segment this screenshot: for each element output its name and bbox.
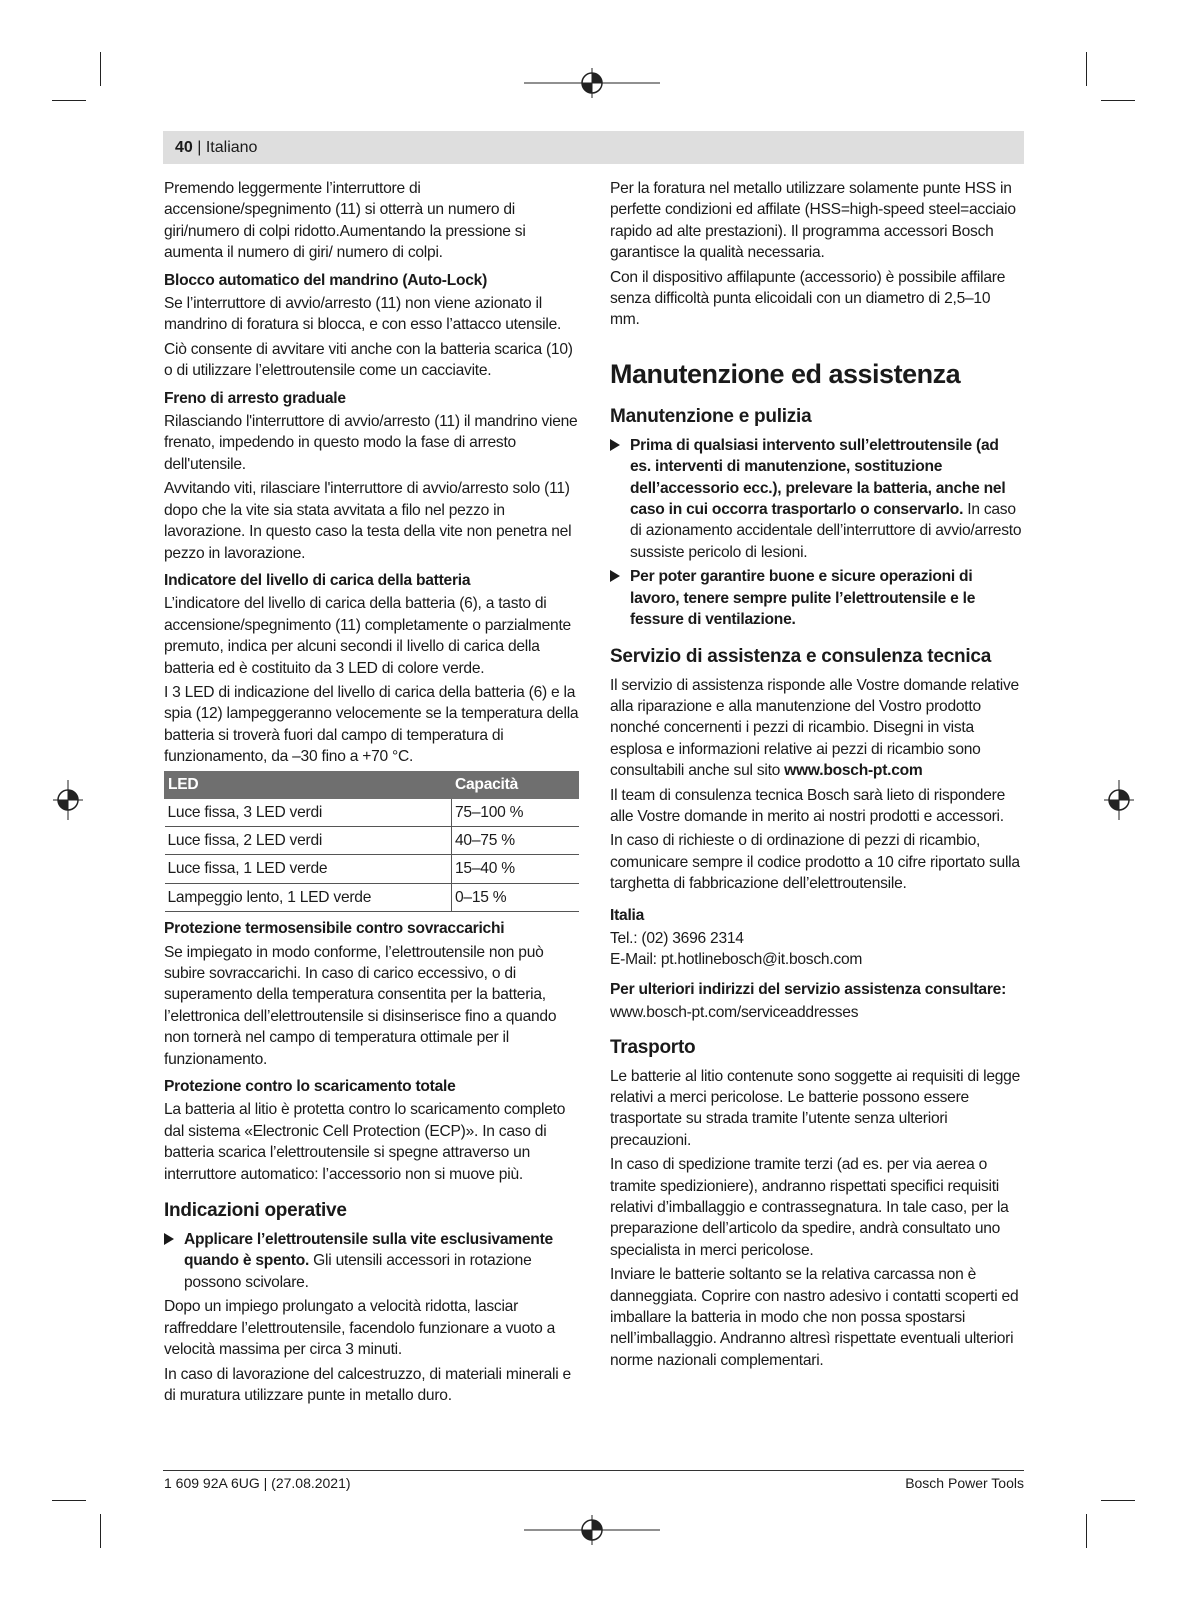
website-link[interactable]: www.bosch-pt.com (784, 762, 923, 780)
paragraph: Avvitando viti, rilasciare l'interruttore di avvio/arresto solo (11) dopo che la vite sia stata avvitata a filo nel pezzo in lavorazione. In questo caso la testa della vite non penetra nel pezzo in lavorazione. (164, 480, 572, 562)
bullet-text: In caso di azionamento accidentale dell’interruttore di avvio/arresto sussiste pericolo di lesioni. (630, 501, 1022, 561)
registration-mark-icon (524, 68, 660, 98)
crop-mark (52, 1500, 86, 1501)
paragraph: Dopo un impiego prolungato a velocità ridotta, lasciar raffreddare l’elettroutensile, facendolo funzionare a vuoto a velocità massima per circa 3 minuti. (164, 1298, 556, 1359)
table-cell: 75–100 % (452, 798, 579, 826)
table-row (165, 798, 579, 826)
paragraph: Rilasciando l'interruttore di avvio/arresto (11) il mandrino viene frenato, impedendo in questo modo la fase di arresto dell'utensile. (164, 413, 578, 473)
paragraph: Con il dispositivo affilapunte (accessorio) è possibile affilare senza difficoltà punta elicoidali con un diametro di 2,5–10 mm. (610, 268, 1006, 329)
paragraph: In caso di spedizione tramite terzi (ad es. per via aerea o tramite spedizioniere), andranno rispettati specifici requisiti relativi d’imballaggio e contrassegnatura. In tale caso, per la preparazione dell’articolo da spedire, andrà consultato uno specialista in merci pericolose. (610, 1156, 1009, 1259)
section-heading: Blocco automatico del mandrino (Auto-Lock) (164, 271, 488, 289)
section-title: Manutenzione e pulizia (610, 405, 812, 427)
section-title: Indicazioni operative (164, 1200, 347, 1222)
section-heading: Protezione termosensibile contro sovraccarichi (164, 920, 505, 938)
table-header-row (165, 771, 579, 798)
paragraph: Inviare le batterie soltanto se la relativa carcassa non è danneggiata. Coprire con nastro adesivo i contatti scoperti ed imballare la batteria in modo che non possa spostarsi nell’imballaggio. Andranno altresì rispettate eventuali ulteriori norme nazionali complementari. (610, 1266, 1019, 1369)
table-header-led: LED (165, 771, 452, 798)
table-cell: 0–15 % (452, 883, 579, 911)
email-address[interactable]: E-Mail: pt.hotlinebosch@it.bosch.com (610, 951, 863, 969)
registration-mark-icon (1104, 780, 1134, 820)
table-header-capacity: Capacità (452, 771, 579, 798)
crop-mark (1101, 1500, 1135, 1501)
paragraph: Ciò consente di avvitare viti anche con la batteria scarica (10) o di utilizzare l’elettroutensile come un cacciavite. (164, 340, 573, 380)
section-heading: Indicatore del livello di carica della batteria (164, 571, 471, 589)
paragraph: Per la foratura nel metallo utilizzare solamente punte HSS in perfette condizioni ed affilate (HSS=high-speed steel=acciaio rapido ad alte prestazioni). Il programma accessori Bosch garantisce la qualità necessaria. (610, 180, 1016, 262)
table-cell: 40–75 % (452, 826, 579, 854)
paragraph (610, 675, 1022, 782)
table-cell: 15–40 % (452, 855, 579, 883)
paragraph: Le batterie al litio contenute sono soggette ai requisiti di legge relativi a merci pericolose. Le batterie possono essere trasportate su strada tramite l’utente senza ulteriori precauzioni. (610, 1067, 1021, 1149)
bullet-item (164, 1229, 581, 1293)
led-capacity-table (164, 771, 579, 913)
header-separator: | (197, 139, 202, 156)
page-number: 40 (175, 139, 193, 156)
bullet-triangle-icon (610, 570, 620, 582)
paragraph: I 3 LED di indicazione del livello di carica della batteria (6) e la spia (12) lampeggeranno velocemente se la temperatura della batteria si troverà fuori dal campo di temperatura di funzionamento, da –30 fino a +70 °C. (164, 683, 579, 766)
paragraph: Premendo leggermente l’interruttore di accensione/spegnimento (11) si otterrà un numero di giri/numero di colpi ridotto.Aumentando la pressione si aumenta il numero di giri/ numero di colpi. (164, 180, 526, 262)
registration-mark-icon (53, 780, 83, 820)
section-heading: Protezione contro lo scaricamento totale (164, 1078, 456, 1096)
paragraph: In caso di richieste o di ordinazione di pezzi di ricambio, comunicare sempre il codice prodotto a 10 cifre riportato sulla targhetta di fabbricazione dell’elettroutensile. (610, 832, 1020, 893)
bullet-text: Gli utensili accessori in rotazione possono scivolare. (184, 1252, 532, 1291)
crop-mark (100, 1514, 101, 1548)
section-title: Trasporto (610, 1036, 696, 1058)
paragraph: Se l’interruttore di avvio/arresto (11) non viene azionato il mandrino di foratura si blocca, e con esso l’attacco utensile. (164, 295, 562, 334)
bullet-bold-text: Per poter garantire buone e sicure operazioni di lavoro, tenere sempre pulite l’elettroutensile e le fessure di ventilazione. (630, 568, 976, 629)
registration-mark-icon (524, 1515, 660, 1545)
table-row (165, 883, 579, 911)
paragraph: Il team di consulenza tecnica Bosch sarà lieto di rispondere alle Vostre domande in merito ai nostri prodotti e accessori. (610, 786, 1005, 825)
paragraph: In caso di lavorazione del calcestruzzo, di materiali minerali e di muratura utilizzare punte in metallo duro. (164, 1365, 571, 1404)
footer-divider (163, 1470, 1024, 1471)
bullet-triangle-icon (610, 439, 620, 451)
phone-number: Tel.: (02) 3696 2314 (610, 929, 744, 947)
bullet-bold-text: Prima di qualsiasi intervento sull’elettroutensile (ad es. interventi di manutenzione, sostituzione dell’accessorio ecc.), prelevare la batteria, anche nel caso in cui occorra trasportarlo o conservarlo. (630, 436, 1006, 519)
left-column (164, 178, 581, 1409)
chapter-title: Manutenzione ed assistenza (610, 358, 961, 389)
crop-mark (1086, 52, 1087, 86)
paragraph: La batteria al litio è protetta contro lo scaricamento completo dal sistema «Electronic Cell Protection (ECP)». In caso di batteria scarica l’elettroutensile si spegne attraverso un interruttore automatico: l’accessorio non si muove più. (164, 1101, 566, 1183)
bullet-bold-text: Applicare l’elettroutensile sulla vite esclusivamente quando è spento. (184, 1231, 553, 1270)
crop-mark (1101, 100, 1135, 101)
table-cell: Luce fissa, 2 LED verdi (165, 826, 452, 854)
page-header (175, 139, 257, 157)
table-row (165, 826, 579, 854)
section-heading: Freno di arresto graduale (164, 389, 346, 407)
table-cell: Luce fissa, 3 LED verdi (165, 798, 452, 826)
bullet-item (610, 566, 1022, 630)
crop-mark (100, 52, 101, 86)
service-url[interactable]: www.bosch-pt.com/serviceaddresses (610, 1004, 859, 1022)
bullet-triangle-icon (164, 1233, 174, 1245)
section-heading: Per ulteriori indirizzi del servizio assistenza consultare: (610, 980, 1007, 998)
paragraph-text: Il servizio di assistenza risponde alle Vostre domande relative alla riparazione e alla manutenzione del Vostro prodotto nonché concernenti i pezzi di ricambio. Disegni in vista esplosa e informazioni relative ai pezzi di ricambio sono consultabili anche sul sito (610, 676, 1019, 780)
crop-mark (52, 100, 86, 101)
paragraph: Se impiegato in modo conforme, l’elettroutensile non può subire sovraccarichi. In caso di carico eccessivo, o di superamento della temperatura consentita per la batteria, l’elettronica dell’elettroutensile si disinserisce fino a quando non tornerà nel campo di temperatura ottimale per il funzionamento. (164, 943, 557, 1068)
bullet-item (610, 435, 1022, 563)
right-column (610, 178, 1022, 1374)
page-header-bar (163, 131, 1024, 164)
header-language: Italiano (205, 139, 258, 156)
table-cell: Luce fissa, 1 LED verde (165, 855, 452, 883)
footer-document-id: 1 609 92A 6UG | (27.08.2021) (164, 1475, 351, 1491)
crop-mark (1086, 1514, 1087, 1548)
country-heading: Italia (610, 906, 645, 924)
section-title: Servizio di assistenza e consulenza tecnica (610, 645, 992, 667)
table-cell: Lampeggio lento, 1 LED verde (165, 883, 452, 911)
footer-brand: Bosch Power Tools (905, 1475, 1024, 1491)
paragraph: L’indicatore del livello di carica della batteria (6), a tasto di accensione/spegnimento (11) completamente o parzialmente premuto, indica per alcuni secondi il livello di carica della batteria ed è costituito da 3 LED di colore verde. (164, 595, 571, 677)
table-row (165, 855, 579, 883)
